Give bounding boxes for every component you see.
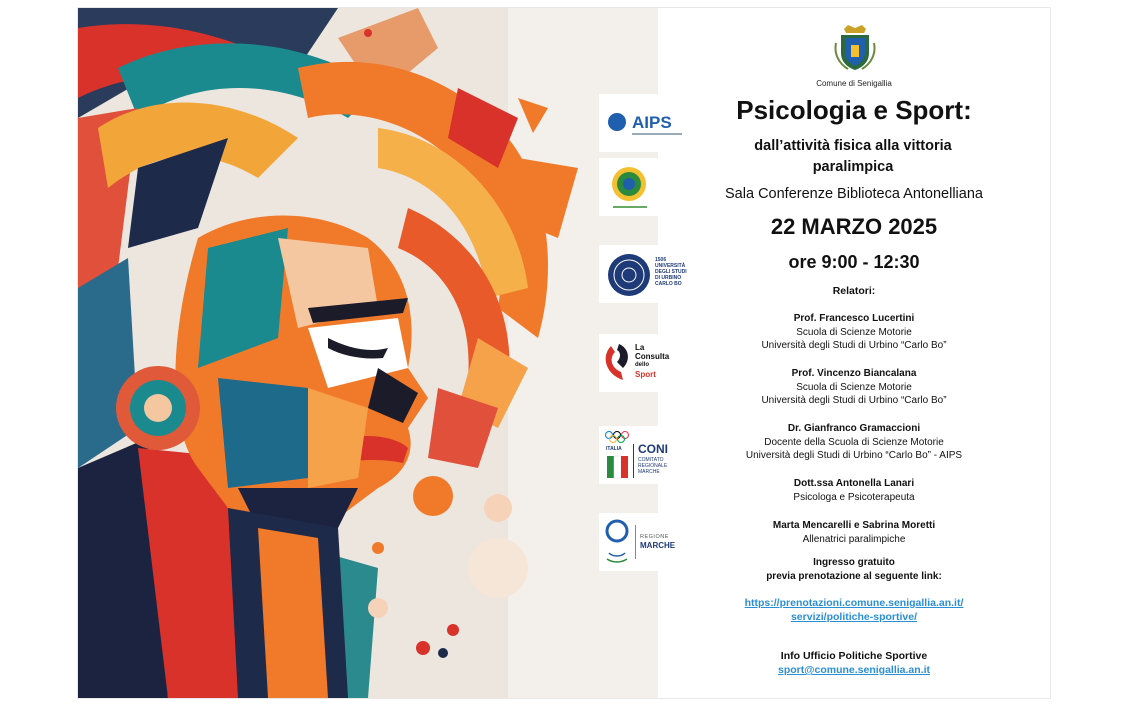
municipality-name: Comune di Senigallia xyxy=(816,79,892,88)
abstract-face-artwork xyxy=(78,8,658,698)
speaker-item: Dr. Gianfranco Gramaccioni Docente della Scuola di Scienze Motorie Università degli Studi di Urbino “Carlo Bo” - AIPS xyxy=(745,423,963,461)
speaker-item: Prof. Francesco Lucertini Scuola di Scienze Motorie Università degli Studi di Urbino “Carlo Bo” xyxy=(761,313,947,351)
partner-logos xyxy=(599,8,687,698)
event-poster xyxy=(78,8,1050,698)
senigallia-crest-icon xyxy=(834,23,876,71)
consulta-sport-logo: La Consulta dello Sport xyxy=(599,334,691,392)
speaker-item: Prof. Vincenzo Biancalana Scuola di Scienze Motorie Università degli Studi di Urbino “Carlo Bo” xyxy=(761,368,947,406)
event-subtitle: dall’attività fisica alla vittoria paralimpica xyxy=(754,138,952,175)
contact-email-link[interactable]: sport@comune.senigallia.an.it xyxy=(777,664,931,676)
info-contact: Info Ufficio Politiche Sportive sport@comune.senigallia.an.it xyxy=(658,649,1050,677)
free-entry-note: Ingresso gratuito previa prenotazione al seguente link: xyxy=(766,557,942,582)
event-date: 22 MARZO 2025 xyxy=(770,214,938,239)
booking-link[interactable]: https://prenotazioni.comune.senigallia.an.it/ servizi/politiche-sportive/ xyxy=(744,597,964,623)
coni-logo: ITALIA CONI COMITATO REGIONALE MARCHE xyxy=(599,426,691,484)
event-title: Psicologia e Sport: xyxy=(736,95,972,125)
speaker-item: Marta Mencarelli e Sabrina Moretti Allenatrici paralimpiche xyxy=(772,520,936,545)
event-details xyxy=(658,8,1050,698)
uniurb-logo: 1506 UNIVERSITÀ DEGLI STUDI DI URBINO CARLO BO xyxy=(599,245,691,303)
speakers-heading: Relatori: xyxy=(832,285,876,297)
event-time: ore 9:00 - 12:30 xyxy=(788,252,920,272)
regione-marche-logo: REGIONE MARCHE xyxy=(599,513,691,571)
speaker-item: Dott.ssa Antonella Lanari Psicologa e Psicoterapeuta xyxy=(793,478,915,503)
svg-text:AIPS: AIPS xyxy=(632,113,672,132)
event-venue: Sala Conferenze Biblioteca Antonelliana xyxy=(725,186,983,202)
